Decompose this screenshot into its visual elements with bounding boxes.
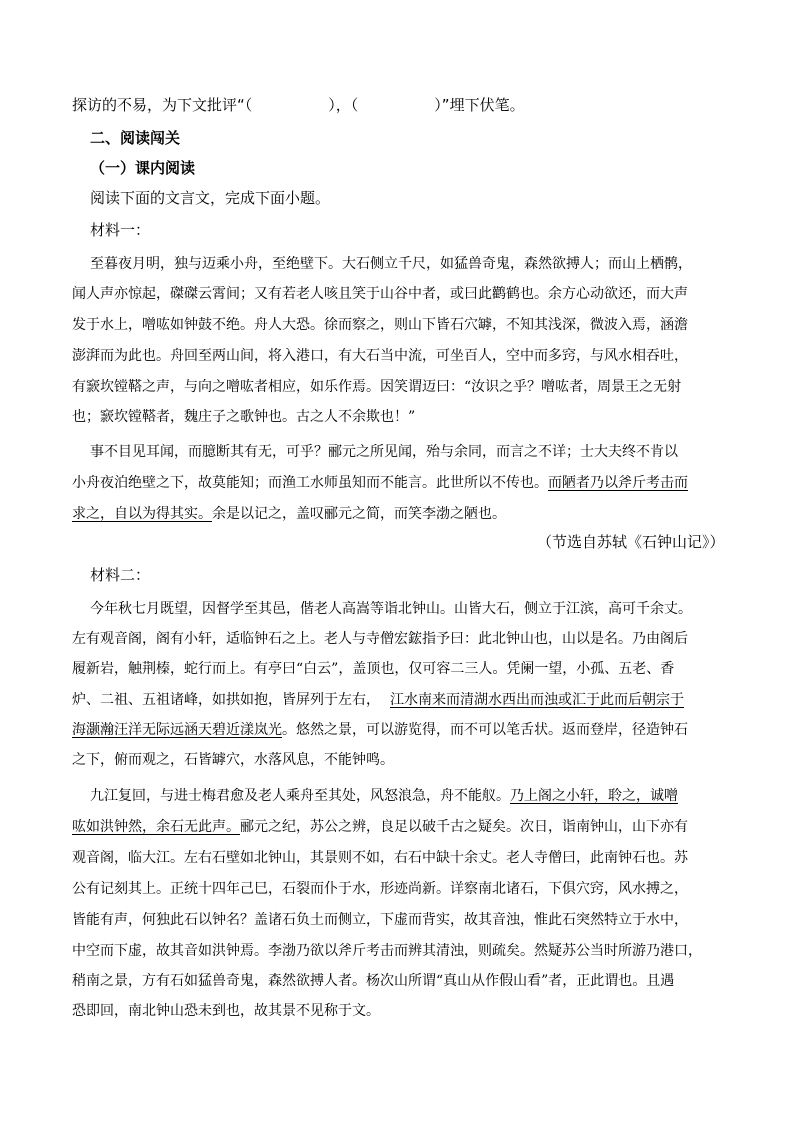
plain-text: 九江复回，与进士梅君愈及老人乘舟至其处，风怒浪急，舟不能舣。 [90,788,510,804]
underlined-sentence: 求之，自以为得其实。 [72,506,212,522]
material-2-line: 皆能有声，何独此石以钟名？盖诸石负土而侧立，下虚而背实，故其音浊，惟此石突然特立于水中， [72,912,688,928]
subsection-title: （一）课内阅读 [90,159,196,177]
plain-text: 小舟夜泊绝壁之下，故莫能知；而渔工水师虽知而不能言。此世所以不传也。 [72,475,548,491]
plain-text: 炉、二祖、五祖诸峰，如拱如抱，皆屏列于左右， [72,692,380,708]
material-2-label: 材料二： [90,566,151,584]
material-1-line: 也；窾坎镗鞳者，魏庄子之歌钟也。古之人不余欺也！” [72,409,416,425]
material-2-line: 之下，俯而观之，石皆罅穴，水落风息，不能钟鸣。 [72,752,394,768]
material-2-line: 恐即回，南北钟山恐未到也，故其景不见称于文。 [72,1003,380,1019]
material-1-line: 有窾坎镗鞳之声，与向之噌吰者相应，如乐作焉。因笑谓迈曰：“汝识之乎？噌吰者，周景王之无射 [72,379,682,395]
line-suffix: ）”埋下伏笔。 [434,96,525,114]
source-citation: （节选自苏轼《石钟山记》） [537,533,725,551]
underlined-sentence: 而陋者乃以斧斤考击而 [548,475,688,491]
underlined-sentence: 乃上阁之小轩，聆之，诚噌 [510,788,678,804]
material-2-line [72,820,688,834]
material-2-line: 左有观音阁，阁有小轩，适临钟石之上。老人与寺僧宏鋐指予曰：此北钟山也，山以是名。乃由阁后 [72,631,688,647]
line-middle: ），（ [328,96,359,114]
material-2-line [90,789,678,803]
material-1-line: 至暮夜月明，独与迈乘小舟，至绝壁下。大石侧立千尺，如猛兽奇鬼，森然欲搏人；而山上栖鹘， [90,256,692,272]
material-1-line: 闻人声亦惊起，磔磔云霄间；又有若老人咳且笑于山谷中者，或曰此鹳鹤也。余方心动欲还，而大声 [72,286,688,302]
material-2-line: 公有记刻其上。正统十四年己巳，石裂而仆于水，形迹尚新。详察南北诸石，下俱穴窍，风水搏之， [72,881,688,897]
plain-text: 郦元之纪，苏公之辨，良足以破千古之疑矣。次日，诣南钟山，山下亦有 [240,819,688,835]
line-prefix: 探访的不易，为下文批评“（ [72,96,253,114]
material-2-line [72,693,684,707]
material-2-line [72,723,688,737]
material-2-line: 中空而下虚，故其音如洪钟焉。李渤乃欲以斧斤考击而辨其清浊，则疏矣。然疑苏公当时所游乃港口， [72,943,702,959]
underlined-sentence: 江水南来而清湖水西出而浊或汇于此而后朝宗于 [390,692,684,708]
fill-blank-line [72,98,525,113]
instruction-text: 阅读下面的文言文，完成下面小题。 [90,189,331,207]
material-2-line: 观音阁，临大江。左右石壁如北钟山，其景则不如，右石中缺十余丈。老人寺僧曰，此南钟石也。苏 [72,850,688,866]
material-1-label: 材料一： [90,221,151,239]
material-1-line [72,476,688,490]
material-1-line: 澎湃而为此也。舟回至两山间，将入港口，有大石当中流，可坐百人，空中而多窍，与风水相吞吐， [72,348,688,364]
plain-text: 余是以记之，盖叹郦元之简，而笑李渤之陋也。 [212,506,506,522]
underlined-sentence: 海灏瀚汪洋无际远涵天碧近漾岚光 [72,722,282,738]
material-2-line: 今年秋七月既望，因督学至其邑，偕老人高嵩等诣北钟山。山皆大石，侧立于江滨，高可千余丈。 [90,601,692,617]
plain-text: 。悠然之景，可以游览得，而不可以笔舌状。返而登岸，径造钟石 [282,722,688,738]
material-1-line: 事不目见耳闻，而臆断其有无，可乎？郦元之所见闻，殆与余同，而言之不详；士大夫终不肯以 [90,444,678,460]
material-1-line: 发于水上，噌吰如钟鼓不绝。舟人大恐。徐而察之，则山下皆石穴罅，不知其浅深，微波入焉，涵澹 [72,317,688,333]
material-2-line: 稍南之景，方有石如猛兽奇鬼，森然欲搏人者。杨次山所谓“真山从作假山看”者，正此谓也。且遇 [72,973,675,989]
section-title: 二、阅读闯关 [90,129,181,147]
material-2-line: 履新岩，触荆榛，蛇行而上。有亭曰“白云”，盖顶也，仅可容二三人。凭阑一望，小孤、五老、香 [72,661,675,677]
material-1-line [72,507,506,521]
underlined-sentence: 吰如洪钟然，余石无此声。 [72,819,240,835]
